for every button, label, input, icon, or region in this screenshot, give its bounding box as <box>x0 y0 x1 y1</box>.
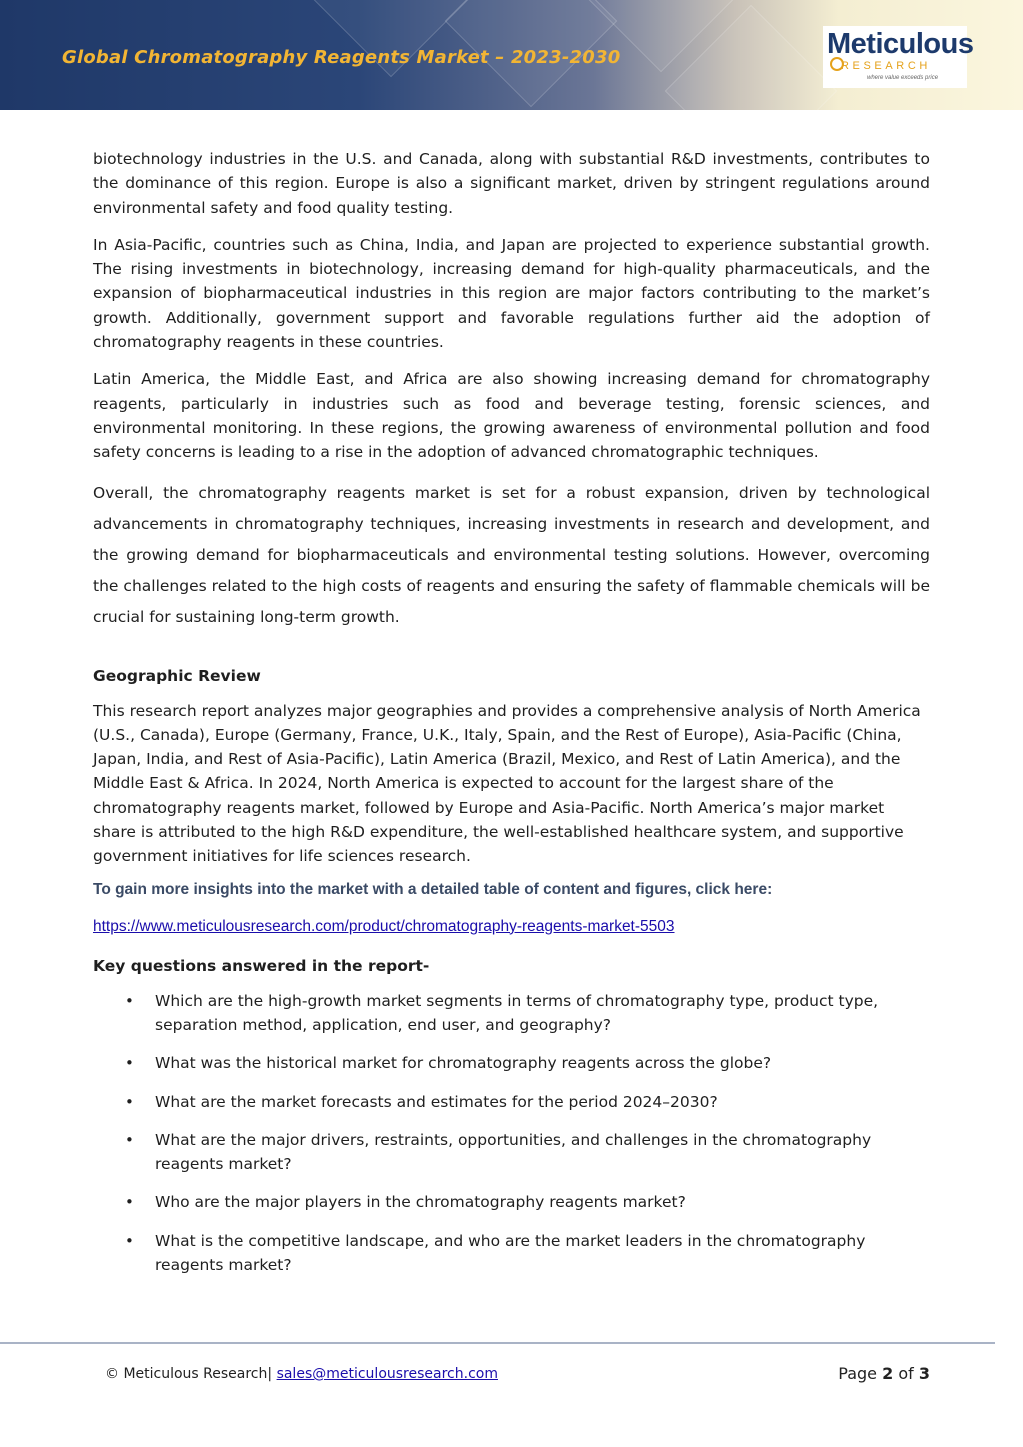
logo-subtitle: RESEARCH <box>841 60 931 72</box>
current-page: 2 <box>882 1364 894 1383</box>
footer-divider <box>0 1342 995 1344</box>
insights-cta: To gain more insights into the market with a detailed table of content and figures, click here: <box>93 880 773 898</box>
copyright-text: © Meticulous Research| <box>105 1366 273 1382</box>
body-paragraph: Overall, the chromatography reagents market is set for a robust expansion, driven by technological advancements in chromatography techniques, increasing investments in research and development, and the growing demand for biopharmaceuticals and environmental testing solutions. However, overcoming the challenges related to the high costs of reagents and ensuring the safety of flammable chemicals will be crucial for sustaining long-term growth. <box>93 483 930 627</box>
list-item: • Which are the high-growth market segments in terms of chromatography type, product type, separation method, application, end user, and geography? <box>155 989 930 1038</box>
footer-copyright <box>105 1366 498 1382</box>
bullet-icon: • <box>125 1054 134 1073</box>
list-item: • What was the historical market for chromatography reagents across the globe? <box>155 1051 930 1075</box>
bullet-icon: • <box>125 991 134 1010</box>
body-paragraph: biotechnology industries in the U.S. and Canada, along with substantial R&D investments, contributes to the dominance of this region. Europe is also a significant market, driven by stringent regulations around environmental safety and food quality testing. <box>93 150 930 217</box>
bullet-icon: • <box>125 1193 134 1212</box>
list-item: • What are the market forecasts and estimates for the period 2024–2030? <box>155 1090 930 1114</box>
report-link[interactable]: https://www.meticulousresearch.com/product/chromatography-reagents-market-5503 <box>93 917 675 935</box>
total-pages: 3 <box>918 1364 930 1383</box>
logo-wordmark: Meticulous <box>827 28 974 60</box>
bullet-icon: • <box>125 1130 134 1149</box>
section-heading: Geographic Review <box>93 666 261 685</box>
list-item: • Who are the major players in the chromatography reagents market? <box>155 1190 930 1214</box>
logo-tagline: where value exceeds price <box>867 75 939 81</box>
meticulous-research-logo <box>823 26 974 88</box>
page-number: Page 2 of 3 <box>838 1364 930 1383</box>
section-heading: Key questions answered in the report- <box>93 956 430 975</box>
list-item: • What is the competitive landscape, and who are the market leaders in the chromatography reagents market? <box>155 1229 930 1278</box>
page-content <box>93 147 930 1291</box>
body-paragraph: In Asia-Pacific, countries such as China, India, and Japan are projected to experience substantial growth. The rising investments in biotechnology, increasing demand for high-quality pharmaceuticals, and the expansion of biopharmaceutical industries in this region are major factors contributing to the market’s growth. Additionally, government support and favorable regulations further aid the adoption of chromatography reagents in these countries. <box>93 235 930 352</box>
contact-email-link[interactable]: sales@meticulousresearch.com <box>276 1366 498 1382</box>
page-header <box>0 0 1023 110</box>
bullet-icon: • <box>125 1231 134 1250</box>
body-paragraph: Latin America, the Middle East, and Africa are also showing increasing demand for chromatography reagents, particularly in industries such as food and beverage testing, forensic sciences, and environmental monitoring. In these regions, the growing awareness of environmental pollution and food safety concerns is leading to a rise in the adoption of advanced chromatographic techniques. <box>93 370 930 462</box>
list-item: • What are the major drivers, restraints, opportunities, and challenges in the chromatography reagents market? <box>155 1128 930 1177</box>
key-questions-list <box>93 989 930 1278</box>
document-title: Global Chromatography Reagents Market – 2023-2030 <box>62 47 621 68</box>
geographic-review-text: This research report analyzes major geographies and provides a comprehensive analysis of North America (U.S., Canada), Europe (Germany, France, U.K., Italy, Spain, and the Rest of Europe), Asia-Pacific (China, Japan, India, and Rest of Asia-Pacific), Latin America (Brazil, Mexico, and Rest of Latin America), and the Middle East & Africa. In 2024, North America is expected to account for the largest share of the chromatography reagents market, followed by Europe and Asia-Pacific. North America’s major market share is attributed to the high R&D expenditure, the well-established healthcare system, and supportive government initiatives for life sciences research. <box>93 701 921 866</box>
bullet-icon: • <box>125 1092 134 1111</box>
